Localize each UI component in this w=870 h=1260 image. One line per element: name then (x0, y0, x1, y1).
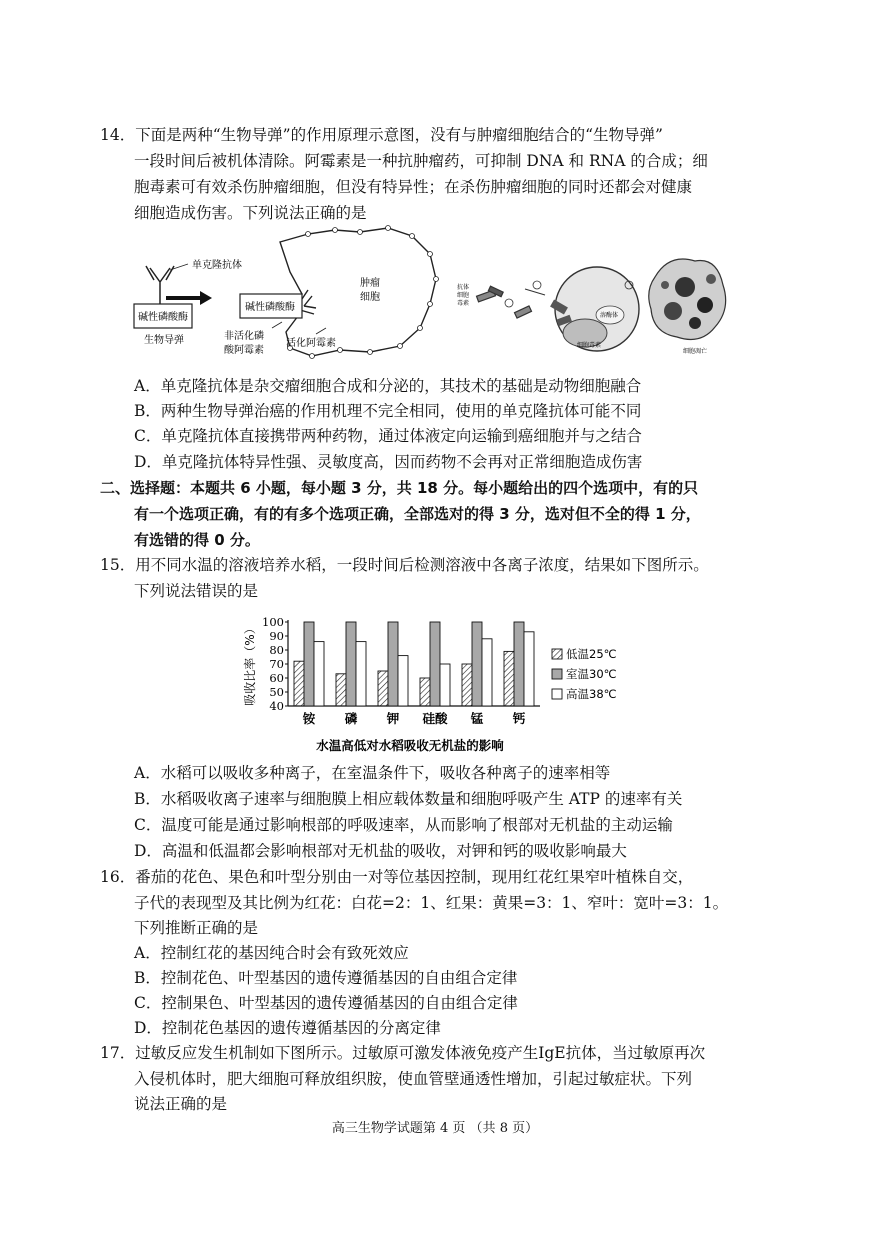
chart-bar (294, 661, 304, 706)
chart-category-label: 钾 (386, 711, 400, 726)
chart-bar (398, 656, 408, 706)
antibody-label: 单克隆抗体 (192, 260, 242, 271)
fig-right-label-cell: 细胞 (457, 292, 470, 299)
chart-y-tick-label: 90 (269, 629, 284, 643)
chart-category-label: 铵 (302, 711, 316, 726)
chart-category-label: 硅酸 (422, 711, 448, 726)
chart-legend-label: 室温30℃ (566, 667, 617, 681)
chart-bar (420, 678, 430, 706)
tumor-cell-outline (280, 228, 436, 356)
apoptotic-cell-icon (649, 259, 726, 339)
q16-stem-line-2: 子代的表现型及其比例为红花：白花=2：1、红果：黄果=3：1、窄叶：宽叶=3：1。 (134, 894, 729, 912)
step-2-icon (533, 281, 541, 289)
q16-option-d: D．控制花色基因的遗传遵循基因的分离定律 (134, 1019, 441, 1037)
q14-option-b: B．两种生物导弹治癌的作用机理不完全相同，使用的单克隆抗体可能不同 (134, 402, 642, 420)
chart-bar (304, 622, 314, 706)
chart-y-tick-label: 80 (269, 643, 284, 657)
chart-y-tick-label: 70 (269, 657, 284, 671)
chart-bar (514, 622, 524, 706)
chart-title: 水温高低对水稻吸收无机盐的影响 (316, 738, 504, 753)
chart-bar (346, 622, 356, 706)
chart-bar (314, 642, 324, 706)
q17-stem-line-1: 17．过敏反应发生机制如下图所示。过敏原可激发体液免疫产生IgE抗体，当过敏原再次 (100, 1044, 706, 1062)
q17-stem-line-3: 说法正确的是 (134, 1095, 228, 1113)
section-2-line-1: 二、选择题：本题共 6 小题，每小题 3 分，共 18 分。每小题给出的四个选项中，有的只 (100, 479, 699, 497)
tumor-label-2: 细胞 (360, 292, 380, 303)
inactive-drug-label-1: 非活化磷 (224, 331, 264, 342)
chart-bar (472, 622, 482, 706)
chart-y-tick-label: 50 (269, 685, 284, 699)
inactive-drug-label-2: 酸阿霉素 (224, 345, 264, 356)
chart-y-tick-label: 40 (269, 699, 284, 713)
q16-option-b: B．控制花色、叶型基因的遗传遵循基因的自由组合定律 (134, 969, 518, 987)
chart-bar (482, 639, 492, 706)
chart-legend-label: 低温25℃ (566, 647, 617, 661)
chart-legend-swatch (552, 649, 562, 659)
chart-legend-label: 高温38℃ (566, 687, 617, 701)
q16-option-a: A．控制红花的基因纯合时会有致死效应 (134, 944, 409, 962)
chart-bar (378, 671, 388, 706)
chart-bar (462, 664, 472, 706)
chart-category-label: 锰 (470, 711, 484, 726)
step-1-icon (505, 299, 513, 307)
fig-right-lysosome-label: 溶酶体 (600, 312, 619, 319)
chart-legend-swatch (552, 669, 562, 679)
q16-stem-line-3: 下列推断正确的是 (134, 919, 259, 937)
antibody-drug-icon (477, 286, 532, 318)
q16-stem-line-1: 16．番茄的花色、果色和叶型分别由一对等位基因控制，现用红花红果窄叶植株自交， (100, 868, 694, 886)
q15-stem-line-1: 15．用不同水温的溶液培养水稻，一段时间后检测溶液中各离子浓度，结果如下图所示。 (100, 556, 709, 574)
q14-stem-line-2: 一段时间后被机体清除。阿霉素是一种抗肿瘤药，可抑制 DNA 和 RNA 的合成；细 (134, 152, 708, 170)
arrow-right-icon (166, 291, 212, 305)
fig-right-death-label: 细胞凋亡 (683, 348, 708, 355)
arrow-icon (525, 289, 545, 295)
q15-option-c: C．温度可能是通过影响根部的呼吸速率，从而影响了根部对无机盐的主动运输 (134, 816, 673, 834)
q15-stem-line-2: 下列说法错误的是 (134, 582, 259, 600)
active-drug-label: 活化阿霉素 (286, 338, 336, 349)
chart-y-tick-label: 100 (262, 615, 284, 629)
chart-bar (336, 674, 346, 706)
bullet-label: 生物导弹 (144, 335, 184, 346)
fig-right-label-toxin: 毒素 (457, 300, 470, 307)
q14-option-d: D．单克隆抗体特异性强、灵敏度高，因而药物不会再对正常细胞造成伤害 (134, 453, 643, 471)
q14-figure-left (130, 224, 445, 366)
q14-stem-line-3: 胞毒素可有效杀伤肿瘤细胞，但没有特异性；在杀伤肿瘤细胞的同时还都会对健康 (134, 178, 693, 196)
chart-bar (524, 632, 534, 706)
fig-right-drug-label: 细胞毒素 (577, 342, 602, 349)
q15-option-b: B．水稻吸收离子速率与细胞膜上相应载体数量和细胞呼吸产生 ATP 的速率有关 (134, 790, 683, 808)
q14-option-c: C．单克隆抗体直接携带两种药物，通过体液定向运输到癌细胞并与之结合 (134, 427, 642, 445)
section-2-line-3: 有选错的得 0 分。 (134, 531, 260, 549)
q15-option-a: A．水稻可以吸收多种离子，在室温条件下，吸收各种离子的速率相等 (134, 764, 611, 782)
q14-figure-right (455, 245, 730, 360)
chart-y-axis-label: 吸收比率（%） (243, 622, 257, 706)
chart-bar (430, 622, 440, 706)
chart-bar (388, 622, 398, 706)
chart-category-label: 磷 (344, 711, 358, 726)
chart-bar (440, 664, 450, 706)
chart-bar (504, 651, 514, 706)
q14-option-a: A．单克隆抗体是杂交瘤细胞合成和分泌的，其技术的基础是动物细胞融合 (134, 377, 642, 395)
q15-option-d: D．高温和低温都会影响根部对无机盐的吸收，对钾和钙的吸收影响最大 (134, 842, 627, 860)
fig-right-label-antibody: 抗体 (457, 284, 470, 291)
chart-bar (356, 642, 366, 706)
q15-bar-chart (240, 608, 640, 754)
chart-category-label: 钙 (512, 711, 526, 726)
q16-option-c: C．控制果色、叶型基因的遗传遵循基因的自由组合定律 (134, 994, 518, 1012)
chart-y-tick-label: 60 (269, 671, 284, 685)
enzyme-box-label: 碱性磷酸酶 (138, 312, 188, 323)
page-footer: 高三生物学试题第 4 页 （共 8 页） (331, 1121, 539, 1136)
section-2-line-2: 有一个选项正确，有的有多个选项正确，全部选对的得 3 分，选对但不全的得 1 分， (134, 505, 701, 523)
chart-legend-swatch (552, 689, 562, 699)
q14-stem-line-1: 14．下面是两种“生物导弹”的作用原理示意图，没有与肿瘤细胞结合的“生物导弹” (100, 126, 663, 144)
q17-stem-line-2: 入侵机体时，肥大细胞可释放组织胺，使血管壁通透性增加，引起过敏症状。下列 (134, 1070, 693, 1088)
q14-stem-line-4: 细胞造成伤害。下列说法正确的是 (134, 204, 367, 222)
enzyme-box-2-label: 碱性磷酸酶 (245, 302, 295, 313)
tumor-label-1: 肿瘤 (360, 278, 380, 289)
